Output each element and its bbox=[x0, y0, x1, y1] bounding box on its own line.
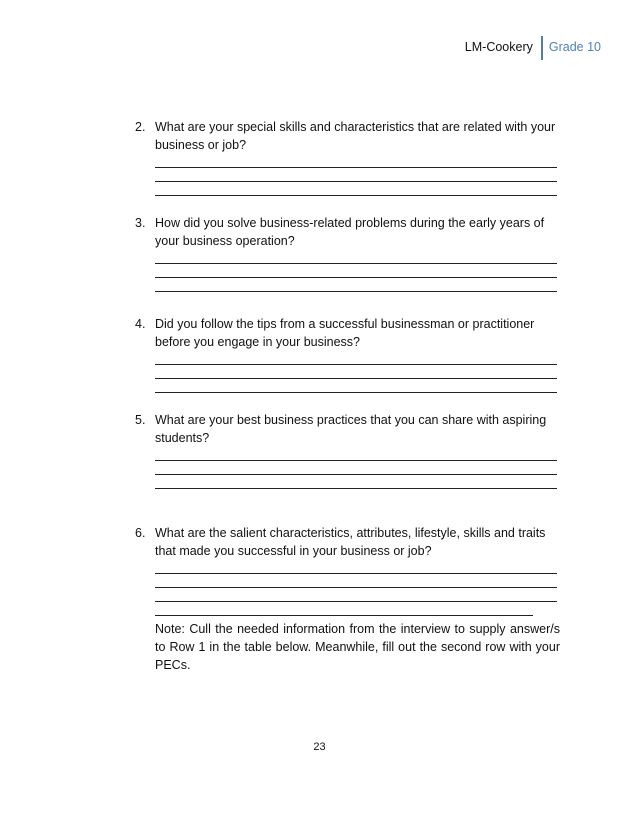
answer-lines bbox=[155, 447, 560, 489]
answer-line[interactable] bbox=[155, 461, 557, 475]
answer-line[interactable] bbox=[155, 447, 557, 461]
question-3 bbox=[135, 214, 560, 292]
answer-line[interactable] bbox=[155, 168, 557, 182]
answer-line[interactable] bbox=[155, 365, 557, 379]
answer-lines bbox=[155, 560, 560, 616]
answer-line[interactable] bbox=[155, 351, 557, 365]
answer-line[interactable] bbox=[155, 574, 557, 588]
answer-lines bbox=[155, 250, 560, 292]
question-number: 6. bbox=[135, 526, 146, 540]
question-text: What are your special skills and characteristics that are related with your business or job? bbox=[155, 120, 556, 152]
answer-line[interactable] bbox=[155, 278, 557, 292]
header-grade: Grade 10 bbox=[548, 40, 601, 54]
question-number: 3. bbox=[135, 216, 146, 230]
question-2 bbox=[135, 118, 560, 196]
question-number: 2. bbox=[135, 120, 146, 134]
question-4 bbox=[135, 315, 560, 393]
question-text: How did you solve business-related problems during the early years of your business operation? bbox=[155, 216, 545, 248]
answer-line[interactable] bbox=[155, 602, 533, 616]
question-text: What are the salient characteristics, attributes, lifestyle, skills and traits that made you successful in your business or job? bbox=[155, 526, 546, 558]
answer-lines bbox=[155, 154, 560, 196]
answer-line[interactable] bbox=[155, 475, 557, 489]
question-number: 4. bbox=[135, 317, 146, 331]
answer-line[interactable] bbox=[155, 379, 557, 393]
question-text: Did you follow the tips from a successful businessman or practitioner before you engage in your business? bbox=[155, 317, 535, 349]
question-5 bbox=[135, 411, 560, 489]
question-6 bbox=[135, 524, 560, 616]
question-number: 5. bbox=[135, 413, 146, 427]
answer-line[interactable] bbox=[155, 560, 557, 574]
instruction-note: Note: Cull the needed information from the interview to supply answer/s to Row 1 in the table below. Meanwhile, fill out the second row with your PECs. bbox=[155, 622, 560, 672]
answer-line[interactable] bbox=[155, 154, 557, 168]
answer-line[interactable] bbox=[155, 588, 557, 602]
page-number: 23 bbox=[313, 741, 326, 753]
answer-lines bbox=[155, 351, 560, 393]
page-header bbox=[465, 36, 601, 60]
answer-line[interactable] bbox=[155, 264, 557, 278]
answer-line[interactable] bbox=[155, 182, 557, 196]
header-title: LM-Cookery bbox=[464, 40, 533, 54]
question-text: What are your best business practices that you can share with aspiring students? bbox=[155, 413, 547, 445]
answer-line[interactable] bbox=[155, 250, 557, 264]
